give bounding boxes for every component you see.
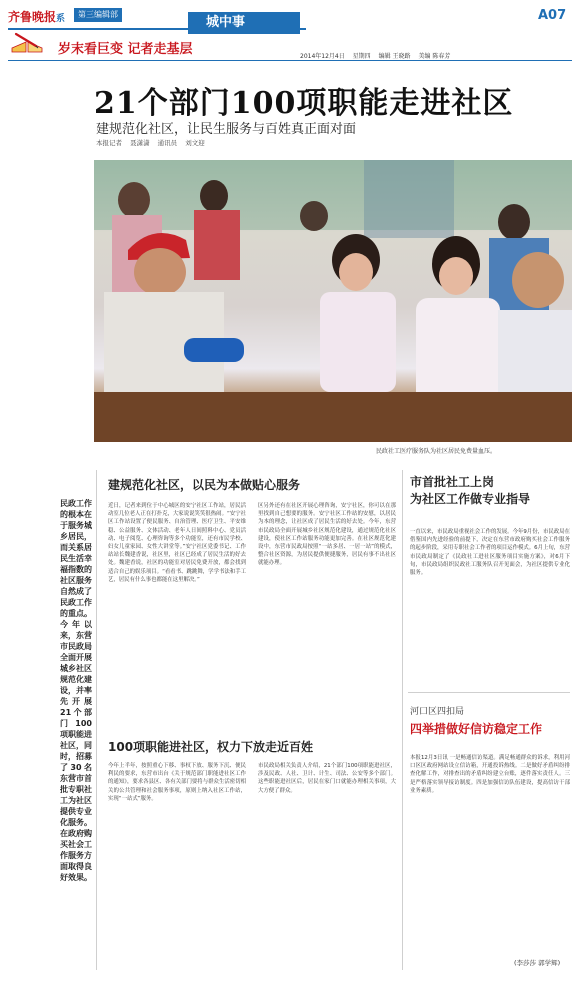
story-b-col-2: 市民政局相关负责人介绍，21个部门100项职能进社区，涉及民政、人社、卫计、计生、司法、公安等多个部门。这些职能进社区后，居民在家门口就能办理相关事项，大大方便了群众。 [258, 763, 396, 794]
news-photo [94, 160, 572, 442]
story-d-body: 本报12月3日讯 一是畅通信访渠道。满足畅通群众的诉求，利用河口区区政府网站设立信访箱，开通投诉热线。二是做好矛盾纠纷排查化解工作，对排查出的矛盾纠纷建立台账，逐件落实责任人。三是严格落实领导接访制度。四是加强信访队伍建设，提高信访干部业务素质。 [410, 755, 570, 794]
story-d-title: 四举措做好信访稳定工作 [410, 722, 543, 736]
edition-tag: 第三编辑部 [74, 8, 122, 22]
column-divider [402, 470, 403, 970]
header-rule [8, 60, 572, 61]
designer-credit: 美编 陈春芳 [418, 53, 451, 60]
article-byline [96, 138, 211, 147]
logo-text: 齐鲁晚报 [8, 10, 57, 24]
story-a-col-1: 近日，记者来到位于中心城区的安宁社区工作站，居民活动室几位老人正在打扑克，大家说说笑笑很热闹。“安宁社区工作站设置了便民服务、自治管理、医疗卫生、平安维稳、公益服务、文体活动、老年人日间照料中心、党员活动、电子阅览、心理咨询等多个功能室，还有市民学校、妇女儿童家园、女性大讲堂等。”安宁社区党委书记、工作站站长魏建香说，社区里，社区已经成了居民生活的好去处。魏建香说，社区的功能室对居民免费开放，都会找到适合自己的娱乐项目。“看看书、跳跳舞，学学书法和手工艺，居民有什么事也都能在这里解决。” [108, 503, 246, 583]
article-subhead: 建规范化社区，让民生服务与百姓真正面对面 [96, 122, 357, 137]
story-b-title: 100项职能进社区，权力下放走近百姓 [108, 740, 314, 754]
open-book-icon [10, 30, 44, 54]
story-c-title: 市首批社工上岗 为社区工作做专业指导 [410, 475, 531, 506]
issue-weekday: 星期四 [352, 53, 371, 60]
story-c-body: 一直以来，市民政局重视社会工作的发展。今年9月份，市民政局在借鉴国内先进经验的前提下，决定在东营市政府购买社会工作服务的起步阶段，采用专职社会工作者的项目运作模式。6月上旬，东营市民政局制定了《民政社工进社区服务项目实施方案》，对6月下旬，市民政局组织民政社工服务队召开见面会，为社区提供专业化服务。 [410, 529, 570, 577]
column-slogan: 岁末看巨变 记者走基层 [58, 42, 193, 57]
byline-reporter: 聂潇潇 [130, 139, 150, 147]
column-divider [96, 470, 97, 970]
story-a-col-2: 区另外还有在社区开展心理咨询，安宁社区，你可以在那里找到自己想要的服务。安宁社区工作站的安慰，以居民为本的理念，让社区成了居民生活的好去处。今年，东营市民政局全面开展城乡社区规范化建设，通过规范化社区建设，使社区工作站服务功能更加完善。在社区规范化建设中，东营市民政局按照“一站多居、一居一站”的模式，整合社区资源，为居民提供便捷服务，居民有事不出社区就能办理。 [258, 503, 396, 567]
section-banner: 城中事 [188, 12, 300, 34]
newspaper-logo [8, 8, 68, 24]
photo-caption: 民政社工医疗服务队为社区居民免费量血压。 [376, 448, 497, 455]
section-rule [408, 692, 570, 693]
issue-date: 2014年12月4日 [300, 53, 345, 60]
page-number: A07 [538, 8, 567, 23]
article-headline: 21个部门100项职能走进社区 [94, 86, 514, 121]
editor-credit: 编辑 王晓路 [378, 53, 411, 60]
issue-meta [300, 51, 456, 60]
byline-role: 本报记者 [96, 139, 122, 147]
story-a-title: 建规范化社区，以民为本做贴心服务 [108, 478, 301, 492]
story-b-col-1: 今年上半年，按照重心下移、事权下放、服务下沉、便民利民的要求，东营市出台《关于规范部门职能进社区工作的通知》，要求各县区、各有关部门要将与群众生活密切相关的公共管理和社会服务事项，原则上纳入社区工作站，实现“一站式”服务。 [108, 763, 246, 802]
photo-illustration [94, 160, 572, 442]
logo-suffix: 系 [56, 14, 66, 24]
byline-role-2: 通讯员 [157, 139, 178, 147]
story-d-label: 河口区四扣局 [410, 707, 465, 717]
story-d-author: (李莎莎 郭学辉) [514, 959, 561, 967]
article-intro: 民政工作的根本在于服务城乡居民，而关系居民生活幸福指数的社区服务自然成了民政工作的重点。今年以来，东营市民政局全面开展城乡社区规范化建设，并率先开展21个部门100项职能进社区，同时，招募了30名东营市首批专职社工为社区提供专业化服务。在政府购买社会工作服务方面取得良好效果。 [60, 499, 92, 882]
byline-correspondent: 刘文迎 [185, 139, 205, 147]
